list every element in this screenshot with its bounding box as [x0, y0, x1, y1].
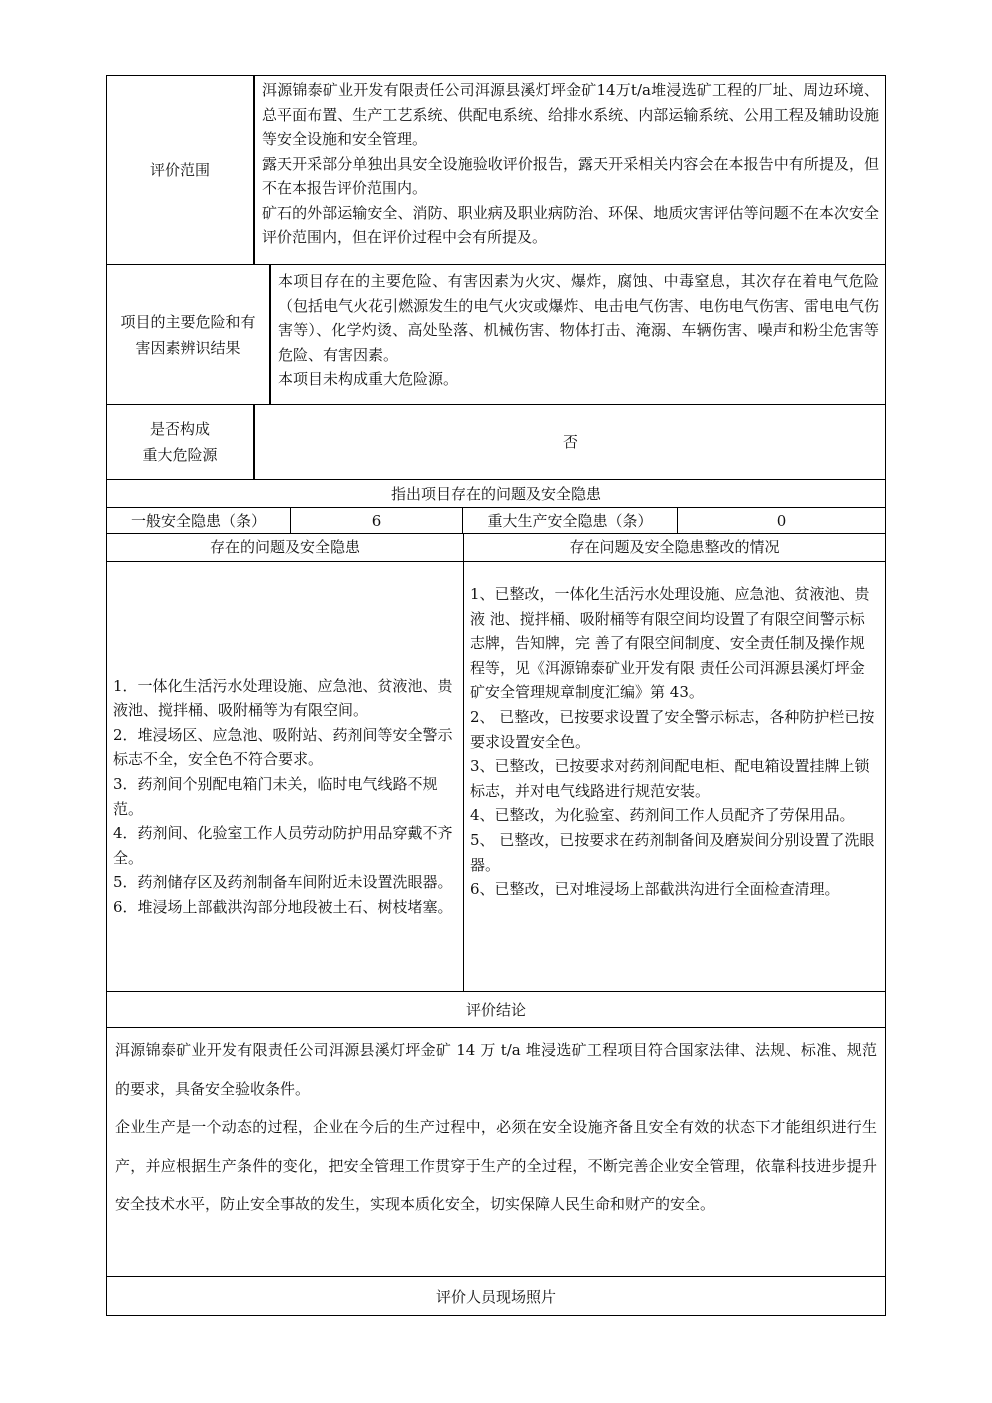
major-source-label-line1: 是否构成 — [149, 420, 210, 438]
issues-column-header: 存在的问题及安全隐患 — [107, 534, 464, 561]
conclusion-body — [106, 1027, 886, 1276]
issues-title-row — [106, 479, 886, 507]
scope-paragraph: 露天开采部分单独出具安全设施验收评价报告，露天开采相关内容会在本报告中有所提及，但不在本报告评价范围内。 — [262, 154, 879, 197]
hazards-row — [106, 264, 886, 404]
hazards-paragraph: 本项目未构成重大危险源。 — [278, 370, 459, 388]
issue-item: 4．药剂间、化验室工作人员劳动防护用品穿戴不齐全。 — [113, 824, 453, 867]
columns-header-row — [106, 533, 886, 561]
conclusion-title-row — [106, 991, 886, 1027]
conclusion-paragraph: 洱源锦泰矿业开发有限责任公司洱源县溪灯坪金矿 14 万 t/a 堆浸选矿工程项目符合国家法律、法规、标准、规范的要求，具备安全验收条件。 — [115, 1041, 877, 1098]
hazards-label — [107, 265, 271, 404]
general-hazard-count: 6 — [291, 508, 463, 533]
issues-list — [107, 562, 464, 991]
rectification-item: 2、 已整改，已按要求设置了安全警示标志，各种防护栏已按要求设置安全色。 — [470, 707, 875, 751]
conclusion-title: 评价结论 — [465, 1001, 526, 1019]
major-hazard-count: 0 — [776, 511, 787, 530]
issue-item: 3．药剂间个别配电箱门未关，临时电气线路不规范。 — [113, 774, 438, 818]
hazards-paragraph: 本项目存在的主要危险、有害因素为火灾、爆炸，腐蚀、中毒窒息，其次存在着电气危险（包括电气火花引燃源发生的电气火灾或爆炸、电击电气伤害、电伤电气伤害、雷电电气伤害等）、化学灼烫、高处坠落、机械伤害、物体打击、淹溺、车辆伤害、噪声和粉尘危害等危险、有害因素。 — [278, 272, 879, 364]
rectification-item: 3、已整改，已按要求对药剂间配电柜、配电箱设置挂牌上锁标志，并对电气线路进行规范安装。 — [470, 757, 870, 800]
counts-row — [106, 507, 886, 533]
rectification-item: 4、已整改，为化验室、药剂间工作人员配齐了劳保用品。 — [470, 806, 855, 825]
issue-item: 1．一体化生活污水处理设施、应急池、贫液池、贵液池、搅拌桶、吸附桶等为有限空间。 — [113, 676, 453, 720]
major-hazard-label: 重大生产安全隐患（条） — [463, 508, 678, 533]
issue-item: 5．药剂储存区及药剂制备车间附近未设置洗眼器。 — [113, 873, 453, 892]
major-source-label-line2: 重大危险源 — [142, 446, 218, 464]
issue-item: 2．堆浸场区、应急池、吸附站、药剂间等安全警示标志不全，安全色不符合要求。 — [113, 725, 453, 769]
photos-title: 评价人员现场照片 — [435, 1288, 556, 1306]
photos-title-row — [106, 1276, 886, 1316]
scope-paragraph: 矿石的外部运输安全、消防、职业病及职业病防治、环保、地质灾害评估等问题不在本次安全评价范围内，但在评价过程中会有所提及。 — [262, 203, 879, 246]
issues-body-row — [106, 561, 886, 991]
hazards-label-text: 项目的主要危险和有害因素辨识结果 — [120, 312, 256, 357]
general-hazard-label: 一般安全隐患（条） — [107, 508, 291, 533]
rectification-column-header: 存在问题及安全隐患整改的情况 — [569, 538, 780, 557]
major-source-value: 否 — [562, 432, 578, 451]
major-source-value-cell — [255, 405, 885, 479]
scope-paragraph: 洱源锦泰矿业开发有限责任公司洱源县溪灯坪金矿14万t/a堆浸选矿工程的厂址、周边环境、总平面布置、生产工艺系统、供配电系统、给排水系统、内部运输系统、公用工程及辅助设施等安全设施和安全管理。 — [262, 81, 879, 148]
issues-title: 指出项目存在的问题及安全隐患 — [390, 485, 601, 503]
conclusion-paragraph: 企业生产是一个动态的过程，企业在今后的生产过程中，必须在安全设施齐备且安全有效的状态下才能组织进行生产，并应根据生产条件的变化，把安全管理工作贯穿于生产的全过程，不断完善企业安全管理，依靠科技进步提升安全技术水平，防止安全事故的发生，实现本质化安全，切实保障人民生命和财产的安全。 — [115, 1118, 877, 1213]
rectification-item: 1、已整改，一体化生活污水处理设施、应急池、贫液池、贵液 池、搅拌桶、吸附桶等有限空间均设置了有限空间警示标志牌，告知牌，完 善了有限空间制度、安全责任制及操作规程等，见《洱源锦泰矿业开发有限 责任公司洱源县溪灯坪金矿安全管理规章制度汇编》第 43。 — [470, 585, 870, 702]
evaluation-table — [106, 75, 886, 1316]
rectification-item: 6、已整改，已对堆浸场上部截洪沟进行全面检查清理。 — [470, 880, 840, 899]
rectification-list — [464, 562, 885, 991]
major-source-label — [107, 405, 255, 479]
hazards-content — [271, 265, 885, 404]
scope-label: 评价范围 — [107, 76, 255, 264]
major-source-row — [106, 404, 886, 479]
scope-row — [106, 75, 886, 264]
issue-item: 6．堆浸场上部截洪沟部分地段被土石、树枝堵塞。 — [113, 897, 453, 916]
rectification-item: 5、 已整改，已按要求在药剂制备间及磨炭间分别设置了洗眼器。 — [470, 830, 875, 874]
scope-content — [255, 76, 885, 264]
